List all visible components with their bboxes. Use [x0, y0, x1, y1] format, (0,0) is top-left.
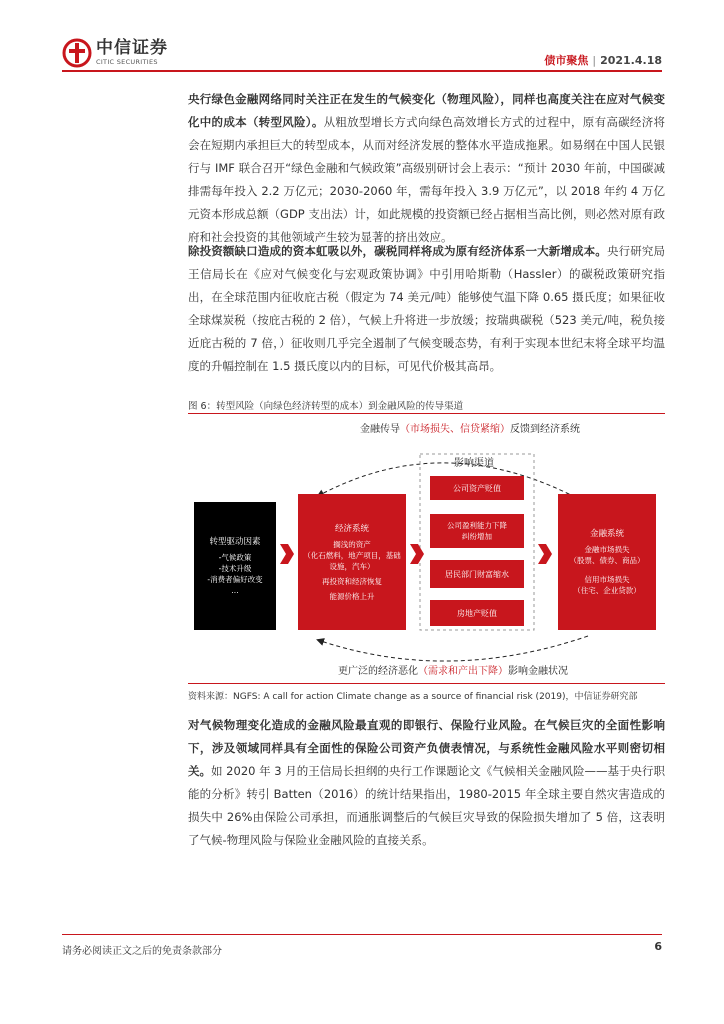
transmission-diagram: [188, 414, 665, 682]
drivers-title: 转型驱动因素: [209, 537, 261, 547]
paragraph-body: 央行研究局王信局长在《应对气候变化与宏观政策协调》中引用哈斯勒（Hassler）的碳税政策研究指出，在全球范围内征收庇古税（假定为 74 美元/吨）能够使气温下降 0.65 摄氏度；如果征收全球煤炭税（按庇古税的 2 倍），气候上升将进一步放缓；按瑞典碳税（523 美元/吨，税负接近庇古税的 7 倍，）征收则几乎完全遏制了气候变暖态势，有利于实现本世纪末将全球平均温度的升幅控制在 1.5 摄氏度以内的目标，可见代价极其高昂。: [188, 244, 666, 373]
citic-logo: [62, 38, 168, 68]
fin-line: 信用市场损失: [584, 575, 630, 584]
channel-household-wealth: 居民部门财富缩水: [430, 560, 524, 588]
econ-line: （化石燃料，地产项目，基础设施，汽车）: [303, 550, 401, 571]
driver-item: ...: [231, 586, 239, 595]
arrow-econ-to-channels: [410, 544, 424, 564]
figure-caption: 图 6：转型风险（向绿色经济转型的成本）到金融风险的传导渠道: [188, 401, 464, 412]
channel-corporate-devaluation: 公司资产贬值: [430, 476, 524, 500]
channel-real-estate: 房地产贬值: [430, 600, 524, 626]
arrow-channels-to-fin: [538, 544, 552, 564]
logo-name-en: CITIC SECURITIES: [96, 58, 158, 67]
page-number: 6: [654, 940, 662, 953]
paragraph-body: 如 2020 年 3 月的王信局长担纲的央行工作课题论文《气候相关金融风险——基于央行职能的分析》转引 Batten（2016）的统计结果指出，1980-2015 年全球主要自然灾害造成的损失中 26%由保险公司承担，而通胀调整后的气候巨灾导致的保险损失增加了 5 倍，这表明了气候-物理风险与保险业金融风险的直接关系。: [188, 764, 665, 847]
paragraph-transition-risk: [188, 88, 665, 249]
footer-divider: [62, 934, 662, 935]
citic-logo-mark: [62, 38, 92, 68]
econ-title: 经济系统: [334, 523, 369, 534]
financial-system-box: [558, 494, 656, 630]
transition-drivers-box: [194, 502, 276, 630]
report-section: 债市聚焦: [544, 54, 589, 67]
logo-name-cn: 中信证券: [96, 38, 168, 59]
feedback-arc-bottom: [318, 636, 588, 661]
fin-line: （股票、债券、商品）: [569, 556, 645, 565]
disclaimer-notice: 请务必阅读正文之后的免责条款部分: [62, 946, 222, 957]
paragraph-carbon-tax: [188, 240, 665, 378]
paragraph-physical-risk: [188, 714, 665, 852]
econ-line: 再投资和经济恢复: [322, 576, 382, 586]
header-meta: [544, 52, 662, 68]
paragraph-body: 从粗放型增长方式向绿色高效增长方式的过程中，原有高碳经济将会在短期内承担巨大的转型成本，从而对经济发展的整体水平造成拖累。如易纲在中国人民银行与 IMF 联合召开“绿色金融和气候政策”高级别研讨会上表示：“预计 2030 年前，中国碳减排需每年投入 2.2 万亿元；2030-2060 年，需每年投入 3.9 万亿元”，以 2018 年约 4 万亿元资本形成总额（GDP 支出法）计，如此规模的投资额已经占据相当高比例，则必然对原有政府和社会投资的其他领域产生较为显著的挤出效应。: [188, 115, 665, 244]
driver-item: -消费者偏好改变: [207, 575, 263, 584]
paragraph-lead: 除投资额缺口造成的资本虹吸以外，碳税同样将成为原有经济体系一大新增成本。: [188, 244, 607, 258]
driver-item: -技术升级: [218, 564, 252, 573]
channel-profit-decline: 公司盈利能力下降 纠纷增加: [430, 514, 524, 548]
channels-label: 影响渠道: [454, 458, 494, 469]
fin-line: （住宅、企业贷款）: [573, 586, 641, 595]
header-separator: |: [592, 54, 597, 67]
fin-title: 金融系统: [589, 529, 624, 539]
arrow-driver-to-econ: [280, 544, 294, 564]
figure-bottom-rule: [188, 683, 665, 684]
econ-line: 能源价格上升: [329, 591, 375, 601]
paragraph-lead: 对气候物理变化造成的金融风险最直观的即银行、保险行业风险。在气候巨灾的全面性影响下，涉及领域同样具有全面性的保险公司资产负债表情况，与系统性金融风险水平则密切相关。: [188, 718, 665, 778]
header-divider: [62, 70, 662, 72]
fin-line: 金融市场损失: [584, 545, 630, 554]
feedback-label-bottom: 更广泛的经济恶化（需求和产出下降）影响金融状况: [338, 666, 568, 677]
figure-source: 资料来源：NGFS: A call for action Climate change as a source of financial risk (2019)，中信证券研究部: [188, 692, 638, 702]
econ-line: 搁浅的资产: [333, 539, 371, 549]
feedback-label-top: 金融传导（市场损失、信贷紧缩）反馈到经济系统: [360, 424, 580, 435]
driver-item: -气候政策: [218, 553, 252, 562]
economic-system-box: [298, 494, 406, 630]
paragraph-lead: 央行绿色金融网络同时关注正在发生的气候变化（物理风险），同样也高度关注在应对气候变化中的成本（转型风险）。: [188, 92, 665, 129]
report-date: 2021.4.18: [600, 54, 662, 67]
